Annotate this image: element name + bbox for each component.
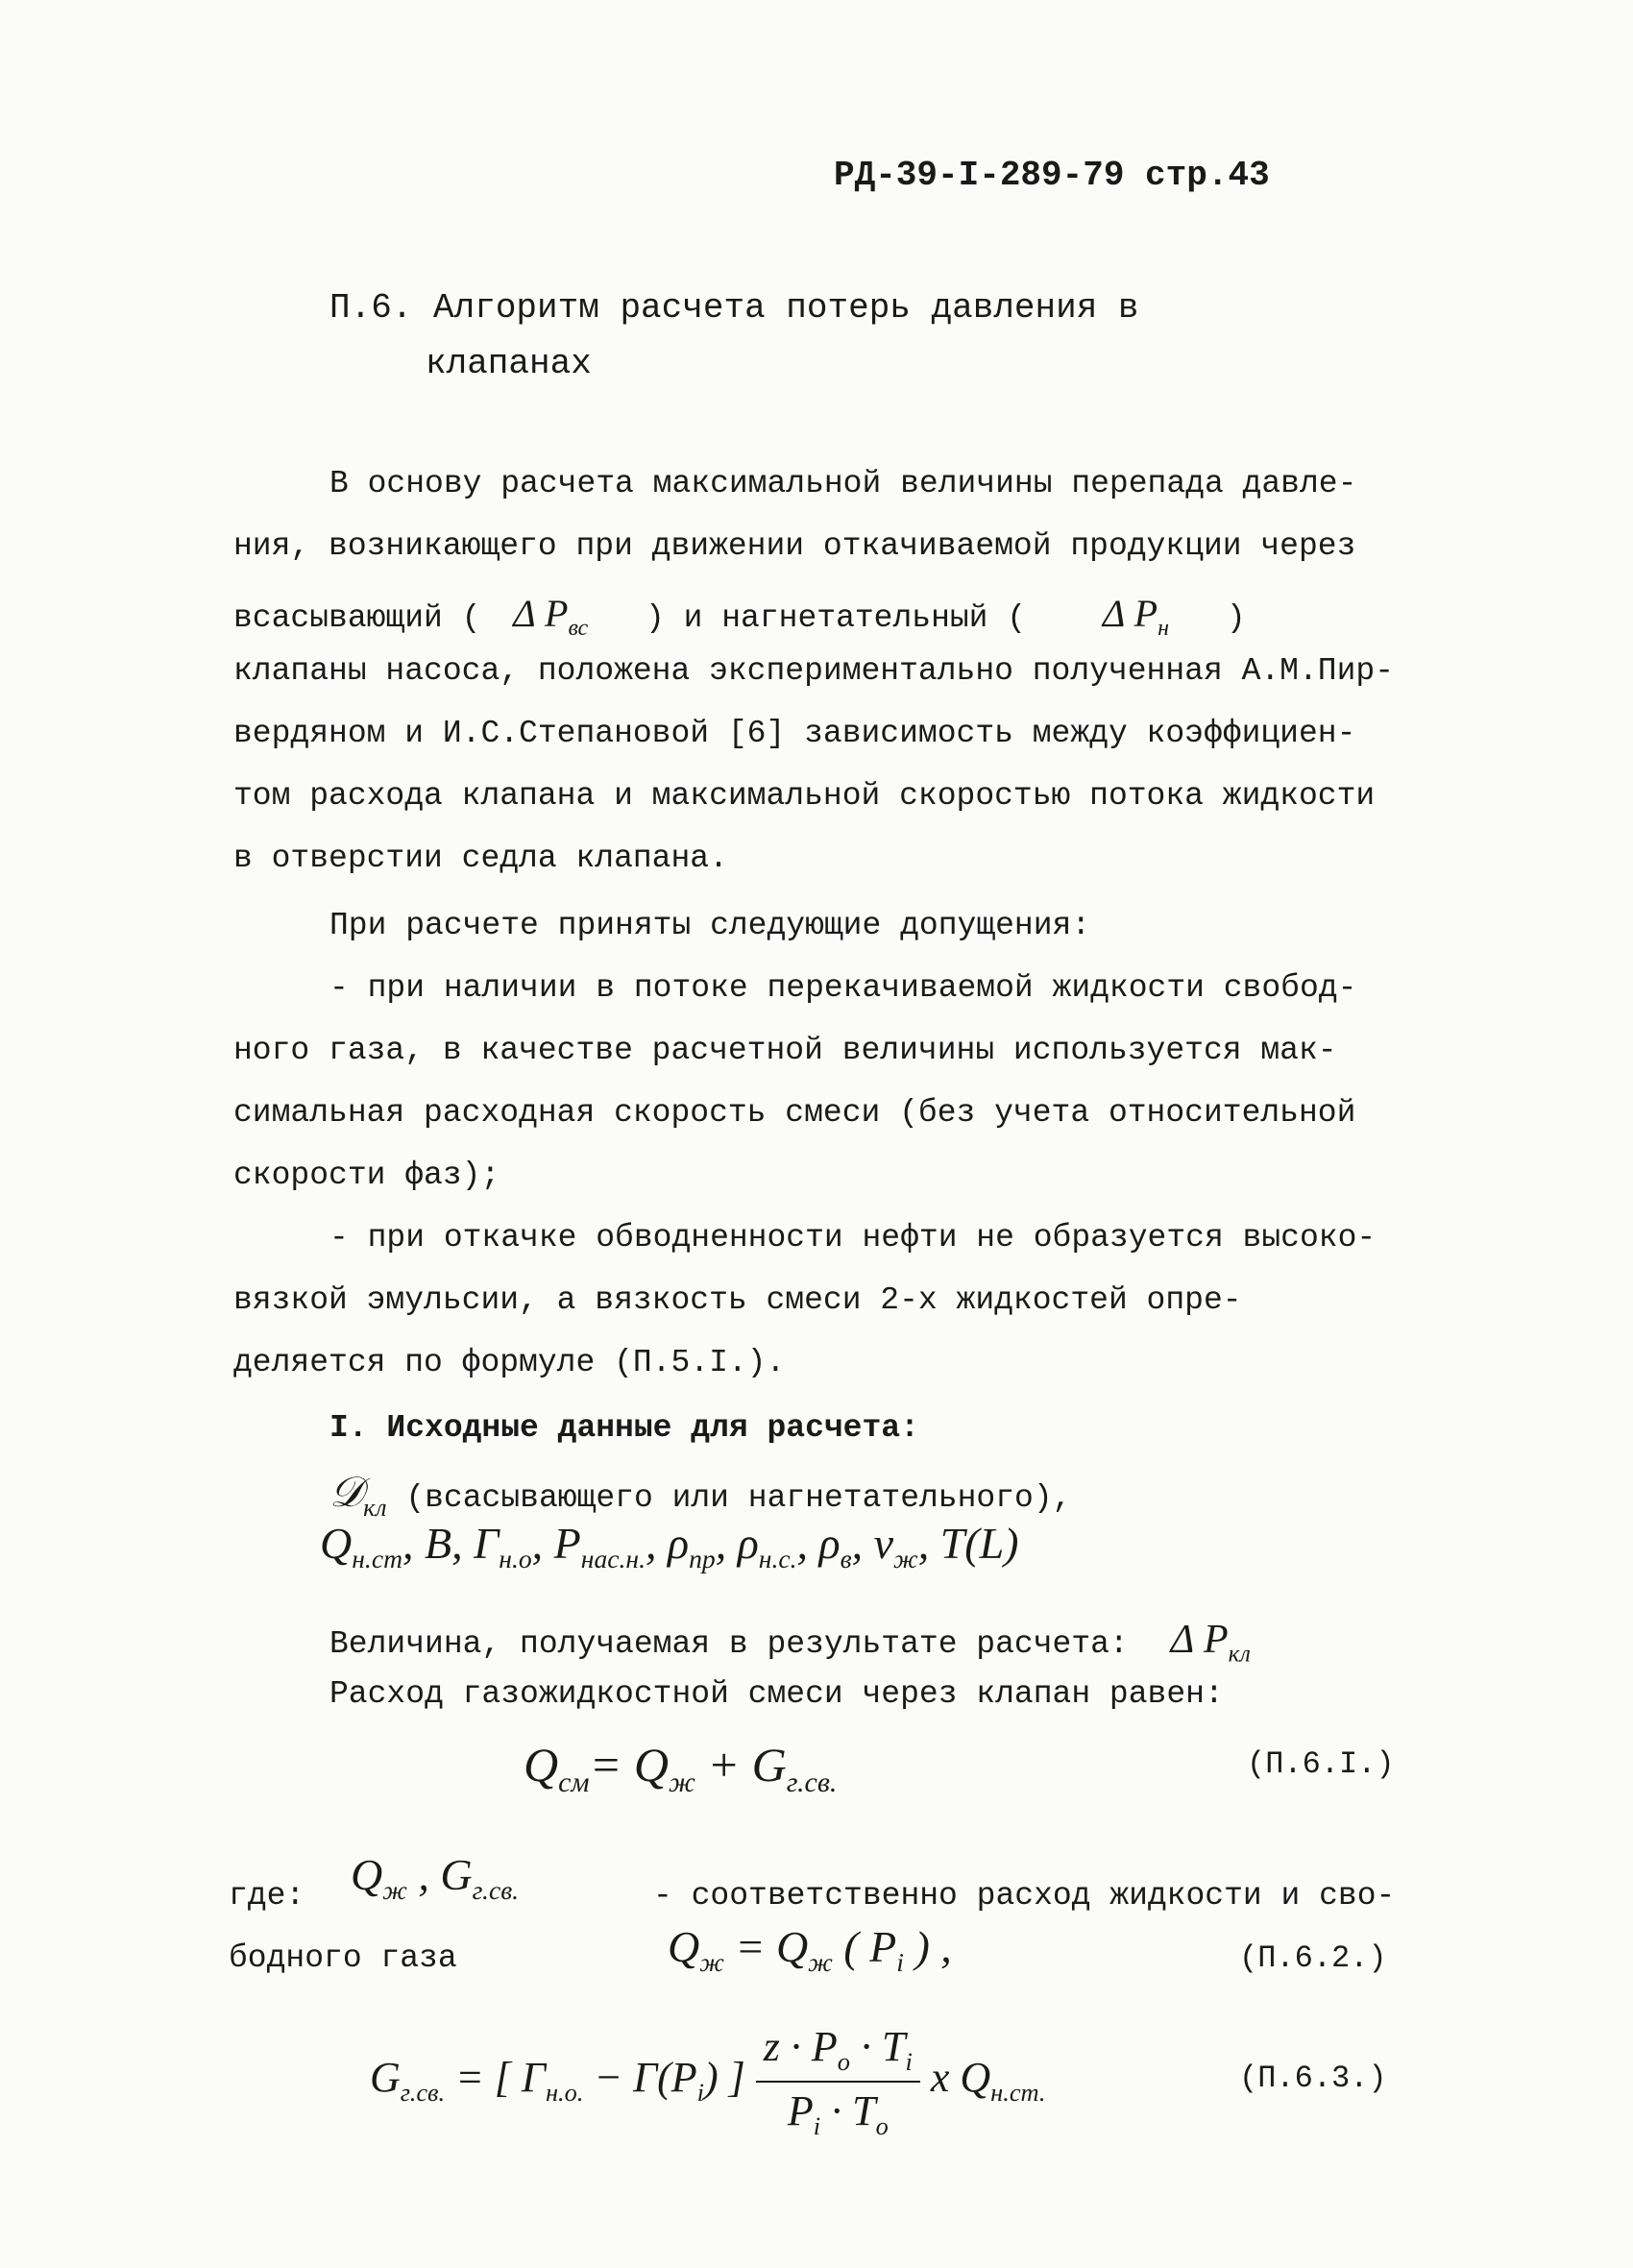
- assumptions-intro: При расчете приняты следующие допущения:: [329, 908, 1091, 943]
- assumption1-line4: скорости фаз);: [233, 1158, 500, 1193]
- para1-line7: в отверстии седла клапана.: [233, 841, 728, 876]
- where-label: где:: [229, 1878, 305, 1914]
- assumption2-line3: деляется по формуле (П.5.I.).: [233, 1345, 786, 1380]
- input-variables: $Q_{н.ст}$, B, $Г_{н.о}$, $P_{нас.н.}$, $\rho_{пр}$, $\rho_{н.с.}$, $\rho_в$, $\nu_ж$, T(L): [320, 1519, 1019, 1574]
- document-reference: РД-39-I-289-79 стр.43: [834, 156, 1270, 195]
- equation-p63: $G_{г.св.}$ = [ $Г_{н.о.} - Г(P_i)$ ] $\frac{z \cdot P_o \cdot T_i}{P_i \cdot T_o}$ x $Q_{н.ст.}$: [370, 2023, 1046, 2140]
- assumption1-line3: симальная расходная скорость смеси (без учета относительной: [233, 1095, 1356, 1131]
- inputs-heading: I. Исходные данные для расчета:: [329, 1410, 919, 1446]
- equation-number-p62: (П.6.2.): [1239, 1940, 1387, 1976]
- delta-p-valve: Δ $P_{кл}$: [1170, 1618, 1251, 1668]
- result-line: [329, 1617, 1251, 1668]
- para1-line4: клапаны насоса, положена экспериментально полученная А.М.Пир-: [233, 653, 1394, 689]
- delta-p-discharge: Δ $P_н$: [1102, 592, 1170, 641]
- section-title: П.6. Алгоритм расчета потерь давления в: [329, 288, 1139, 328]
- assumption2-line1: - при откачке обводненности нефти не образуется высоко-: [329, 1220, 1377, 1256]
- para1-line2: ния, возникающего при движении откачиваемой продукции через: [233, 528, 1356, 564]
- para1-line1: В основу расчета максимальной величины перепада давле-: [329, 466, 1357, 501]
- text-fragment: (всасывающего или нагнетательного),: [386, 1480, 1072, 1516]
- assumption2-line2: вязкой эмульсии, а вязкость смеси 2-х жидкостей опре-: [233, 1282, 1242, 1318]
- inputs-diameter-line: [329, 1468, 1071, 1523]
- where-description: - соответственно расход жидкости и сво-: [653, 1878, 1396, 1914]
- equation-number-p61: (П.6.I.): [1247, 1746, 1395, 1782]
- text-fragment: ) и нагнетательный (: [646, 600, 1027, 636]
- fraction: [756, 2022, 920, 2141]
- text-fragment: ): [1226, 600, 1246, 636]
- text-fragment: всасывающий (: [233, 600, 481, 636]
- fraction-numerator: $z \cdot P_o \cdot T_i$: [756, 2022, 920, 2083]
- assumption1-line1: - при наличии в потоке перекачиваемой жидкости свобод-: [329, 970, 1357, 1006]
- delta-p-suction: Δ $P_{вс}$: [513, 592, 589, 641]
- equation-p61: $Q_{см}= Q_ж + G_{г.св.}$: [524, 1738, 838, 1798]
- where-line2: бодного газа: [229, 1940, 457, 1976]
- section-title-continued: клапанах: [426, 344, 592, 383]
- equation-number-p63: (П.6.3.): [1239, 2061, 1387, 2096]
- para1-line3: [233, 591, 1246, 642]
- para1-line5: вердяном и И.С.Степановой [6] зависимость между коэффициен-: [233, 716, 1356, 751]
- fraction-denominator: $P_i \cdot T_o$: [787, 2086, 889, 2140]
- equation-p62: $Q_ж = Q_ж$ ( $P_i$ ) ,: [668, 1922, 952, 1978]
- where-symbols: $Q_ж$ , $G_{г.св.}$: [351, 1850, 520, 1906]
- flow-label: Расход газожидкостной смеси через клапан равен:: [329, 1676, 1224, 1712]
- assumption1-line2: ного газа, в качестве расчетной величины используется мак-: [233, 1033, 1337, 1068]
- para1-line6: том расхода клапана и максимальной скоростью потока жидкости: [233, 778, 1376, 814]
- diameter-symbol: 𝒟$_{кл}$: [329, 1469, 387, 1522]
- result-label: Величина, получаемая в результате расчета:: [329, 1626, 1129, 1662]
